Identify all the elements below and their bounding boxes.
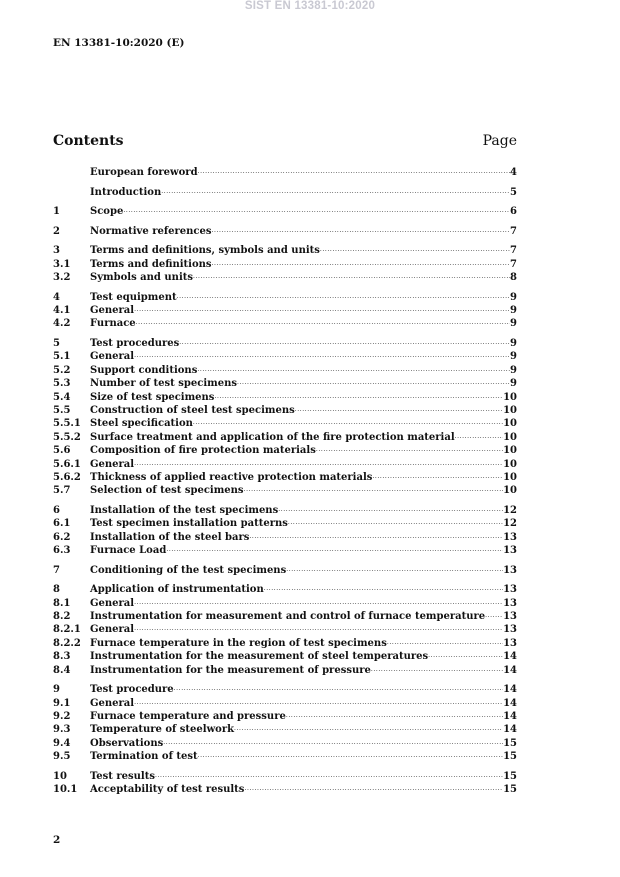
- toc-entry-number: 6.3: [53, 545, 71, 557]
- toc-entry-page: 13: [503, 597, 517, 609]
- toc-entry-number: 8.2: [53, 611, 71, 623]
- toc-entry-number: 7: [53, 564, 60, 576]
- toc-entry-title: Thickness of applied reactive protection materials: [90, 471, 373, 483]
- toc-entry-number: 4: [53, 291, 60, 303]
- toc-entry-page: 7: [510, 258, 517, 270]
- toc-dot-leader: [134, 595, 503, 609]
- toc-entry-page: 10: [503, 458, 517, 470]
- toc-entry-page: 15: [503, 770, 517, 782]
- toc-entry-title: Observations: [90, 737, 164, 749]
- toc-dot-leader: [134, 695, 503, 709]
- toc-entry-title: Size of test specimens: [90, 391, 215, 403]
- toc-dot-leader: [372, 469, 503, 483]
- toc-dot-leader: [316, 442, 503, 456]
- toc-entry-page: 14: [503, 724, 517, 736]
- toc-entry-number: 9.5: [53, 751, 71, 763]
- toc-dot-leader: [237, 375, 510, 389]
- toc-entry-title: Conditioning of the test specimens: [90, 564, 287, 576]
- toc-entry-number: 2: [53, 225, 60, 237]
- toc-entry-number: 5.6.2: [53, 471, 81, 483]
- toc-entry-number: 5.1: [53, 351, 71, 363]
- toc-entry-number: 4.1: [53, 305, 71, 317]
- toc-entry-number: 8.2.1: [53, 624, 81, 636]
- toc-entry-page: 9: [510, 378, 517, 390]
- toc-dot-leader: [249, 529, 503, 543]
- toc-dot-leader: [134, 456, 503, 470]
- toc-entry-page: 13: [503, 545, 517, 557]
- toc-dot-leader: [197, 362, 510, 376]
- toc-entry-title: Steel specification: [90, 418, 193, 430]
- toc-dot-leader: [286, 708, 503, 722]
- toc-entry-title: Installation of the steel bars: [90, 531, 250, 543]
- toc-entry-number: 3.1: [53, 258, 71, 270]
- toc-dot-leader: [212, 256, 511, 270]
- toc-dot-leader: [387, 635, 503, 649]
- toc-entry-page: 13: [503, 637, 517, 649]
- toc-entry-page: 9: [510, 318, 517, 330]
- toc-entry-number: 8: [53, 584, 60, 596]
- toc-entry-title: Terms and definitions, symbols and units: [90, 245, 320, 257]
- toc-entry-page: 7: [510, 245, 517, 257]
- toc-entry-title: Furnace temperature and pressure: [90, 710, 286, 722]
- toc-entry-title: Test specimen installation patterns: [90, 518, 288, 530]
- toc-dot-leader: [166, 542, 503, 556]
- toc-dot-leader: [286, 562, 503, 576]
- toc-entry-number: 9.1: [53, 697, 71, 709]
- toc-entry-title: Furnace Load: [90, 545, 167, 557]
- toc-entry-page: 4: [510, 167, 517, 178]
- toc-entry-number: 5.2: [53, 364, 71, 376]
- toc-entry-page: 10: [503, 485, 517, 497]
- toc-entry-title: General: [90, 624, 135, 636]
- toc-dot-leader: [163, 735, 503, 749]
- toc-dot-leader: [264, 581, 503, 595]
- toc-entry[interactable]: [53, 597, 517, 610]
- toc-dot-leader: [485, 608, 503, 622]
- toc-entry-page: 14: [503, 710, 517, 722]
- toc-dot-leader: [198, 748, 504, 762]
- toc-entry-title: Scope: [90, 206, 124, 218]
- contents-heading: Contents: [53, 133, 124, 149]
- watermark: SIST EN 13381-10:2020: [244, 0, 376, 12]
- toc-dot-leader: [174, 681, 503, 695]
- toc-entry-title: Introduction: [90, 186, 162, 198]
- toc-entry-number: 9: [53, 684, 60, 696]
- toc-entry-page: 12: [503, 518, 517, 530]
- toc-entry-page: 9: [510, 364, 517, 376]
- toc-entry-number: 6: [53, 504, 60, 516]
- toc-entry-page: 15: [503, 751, 517, 763]
- toc-dot-leader: [155, 768, 503, 782]
- toc-entry-number: 3: [53, 245, 60, 257]
- toc-entry-number: 5.5.1: [53, 418, 81, 430]
- toc-entry-title: Composition of fire protection materials: [90, 445, 316, 457]
- toc-entry-title: Symbols and units: [90, 272, 193, 284]
- toc-entry[interactable]: [53, 271, 517, 284]
- toc-dot-leader: [244, 482, 504, 496]
- toc-entry-title: Terms and definitions: [90, 258, 212, 270]
- toc-dot-leader: [371, 662, 503, 676]
- document-id-header: EN 13381-10:2020 (E): [53, 37, 185, 49]
- toc-entry[interactable]: [53, 544, 517, 557]
- toc-entry-page: 10: [503, 418, 517, 430]
- toc-entry-page: 9: [510, 351, 517, 363]
- toc-entry-page: 12: [503, 504, 517, 516]
- toc-entry-title: General: [90, 458, 135, 470]
- toc-entry-title: Test results: [90, 770, 155, 782]
- toc-entry-number: 5.3: [53, 378, 71, 390]
- toc-entry-page: 9: [510, 291, 517, 303]
- toc-entry-number: 5.6.1: [53, 458, 81, 470]
- toc-entry[interactable]: [53, 205, 517, 218]
- toc-entry-title: Acceptability of test results: [90, 784, 245, 796]
- toc-entry-title: General: [90, 597, 135, 609]
- toc-entry-title: Surface treatment and application of the fire protection material: [90, 431, 455, 443]
- toc-entry-title: Termination of test: [90, 751, 198, 763]
- toc-dot-leader: [123, 203, 510, 217]
- toc-dot-leader: [161, 184, 510, 198]
- toc-entry-number: 8.1: [53, 597, 71, 609]
- toc-dot-leader: [177, 289, 510, 303]
- page-number: 2: [53, 834, 61, 846]
- toc-entry-page: 13: [503, 564, 517, 576]
- toc-entry-title: Installation of the test specimens: [90, 504, 279, 516]
- toc-entry-number: 8.4: [53, 664, 71, 676]
- toc-dot-leader: [455, 429, 503, 443]
- toc-entry-number: 9.3: [53, 724, 71, 736]
- toc-entry-title: General: [90, 351, 135, 363]
- toc-dot-leader: [214, 389, 503, 403]
- toc-dot-leader: [234, 721, 503, 735]
- toc-entry[interactable]: [53, 783, 517, 796]
- toc-entry-title: Furnace temperature in the region of test specimens: [90, 637, 387, 649]
- toc-dot-leader: [244, 781, 503, 795]
- toc-entry-title: Instrumentation for the measurement of steel temperatures: [90, 651, 429, 663]
- toc-entry-title: General: [90, 697, 135, 709]
- toc-entry[interactable]: [53, 166, 517, 179]
- toc-entry-title: Test procedure: [90, 684, 174, 696]
- toc-entry-title: General: [90, 305, 135, 317]
- toc-entry-page: 13: [503, 624, 517, 636]
- toc-entry-page: 10: [503, 404, 517, 416]
- toc-entry-title: Number of test specimens: [90, 378, 237, 390]
- toc-entry-page: 7: [510, 225, 517, 237]
- toc-entry-number: 6.2: [53, 531, 71, 543]
- toc-dot-leader: [288, 515, 503, 529]
- toc-entry-title: Instrumentation for measurement and control of furnace temperature: [90, 611, 486, 623]
- toc-entry-title: Construction of steel test specimens: [90, 404, 295, 416]
- toc-entry-page: 10: [503, 431, 517, 443]
- page-column-label: Page: [482, 133, 517, 149]
- toc-entry-page: 14: [503, 697, 517, 709]
- toc-entry-title: Test procedures: [90, 338, 180, 350]
- toc-dot-leader: [198, 164, 510, 178]
- toc-entry-number: 9.4: [53, 737, 71, 749]
- toc-entry[interactable]: [53, 225, 517, 238]
- toc-entry-title: Normative references: [90, 225, 212, 237]
- toc-dot-leader: [134, 348, 510, 362]
- toc-dot-leader: [428, 648, 503, 662]
- toc-entry-title: Application of instrumentation: [90, 584, 264, 596]
- toc-entry-page: 14: [503, 684, 517, 696]
- toc-dot-leader: [136, 315, 510, 329]
- toc-entry-number: 1: [53, 206, 60, 218]
- toc-entry-number: 5.7: [53, 485, 71, 497]
- toc-entry-number: 5: [53, 338, 60, 350]
- toc-entry-page: 15: [503, 784, 517, 796]
- toc-entry-number: 5.6: [53, 445, 71, 457]
- toc-dot-leader: [134, 302, 510, 316]
- toc-entry-page: 6: [510, 206, 517, 218]
- toc-entry-number: 4.2: [53, 318, 71, 330]
- toc-entry-title: Temperature of steelwork: [90, 724, 235, 736]
- toc-entry-number: 10.1: [53, 784, 78, 796]
- toc-entry-page: 10: [503, 471, 517, 483]
- toc-entry-page: 13: [503, 611, 517, 623]
- toc-entry-page: 13: [503, 584, 517, 596]
- toc-entry-number: 10: [53, 770, 67, 782]
- toc-dot-leader: [193, 269, 510, 283]
- toc-entry[interactable]: [53, 750, 517, 763]
- toc-entry[interactable]: [53, 417, 517, 430]
- toc-entry-title: Furnace: [90, 318, 136, 330]
- toc-entry-title: Support conditions: [90, 364, 198, 376]
- table-of-contents: [53, 166, 517, 796]
- toc-entry-page: 8: [510, 272, 517, 284]
- toc-entry-page: 15: [503, 737, 517, 749]
- toc-entry-page: 10: [503, 391, 517, 403]
- toc-entry[interactable]: [53, 564, 517, 577]
- toc-dot-leader: [134, 621, 503, 635]
- toc-entry-page: 9: [510, 338, 517, 350]
- toc-dot-leader: [179, 335, 510, 349]
- toc-entry-title: Selection of test specimens: [90, 485, 244, 497]
- toc-entry[interactable]: [53, 317, 517, 330]
- toc-entry[interactable]: [53, 186, 517, 199]
- toc-entry-title: European foreword: [90, 167, 198, 178]
- toc-dot-leader: [278, 502, 503, 516]
- toc-entry-page: 5: [510, 186, 517, 198]
- toc-entry-number: 5.5.2: [53, 431, 81, 443]
- toc-entry-number: 8.3: [53, 651, 71, 663]
- toc-entry-number: 5.5: [53, 404, 71, 416]
- toc-entry-number: 9.2: [53, 710, 71, 722]
- toc-entry-page: 13: [503, 531, 517, 543]
- toc-dot-leader: [193, 415, 503, 429]
- toc-dot-leader: [320, 242, 510, 256]
- toc-entry-title: Test equipment: [90, 291, 177, 303]
- toc-entry-page: 14: [503, 651, 517, 663]
- toc-entry-title: Instrumentation for the measurement of pressure: [90, 664, 371, 676]
- toc-dot-leader: [212, 223, 511, 237]
- toc-entry-number: 5.4: [53, 391, 71, 403]
- toc-entry-number: 6.1: [53, 518, 71, 530]
- toc-entry-page: 10: [503, 445, 517, 457]
- toc-entry[interactable]: [53, 664, 517, 677]
- toc-entry-number: 8.2.2: [53, 637, 81, 649]
- toc-entry-page: 14: [503, 664, 517, 676]
- toc-entry-number: 3.2: [53, 272, 71, 284]
- toc-dot-leader: [295, 402, 503, 416]
- toc-entry-page: 9: [510, 305, 517, 317]
- toc-entry[interactable]: [53, 484, 517, 497]
